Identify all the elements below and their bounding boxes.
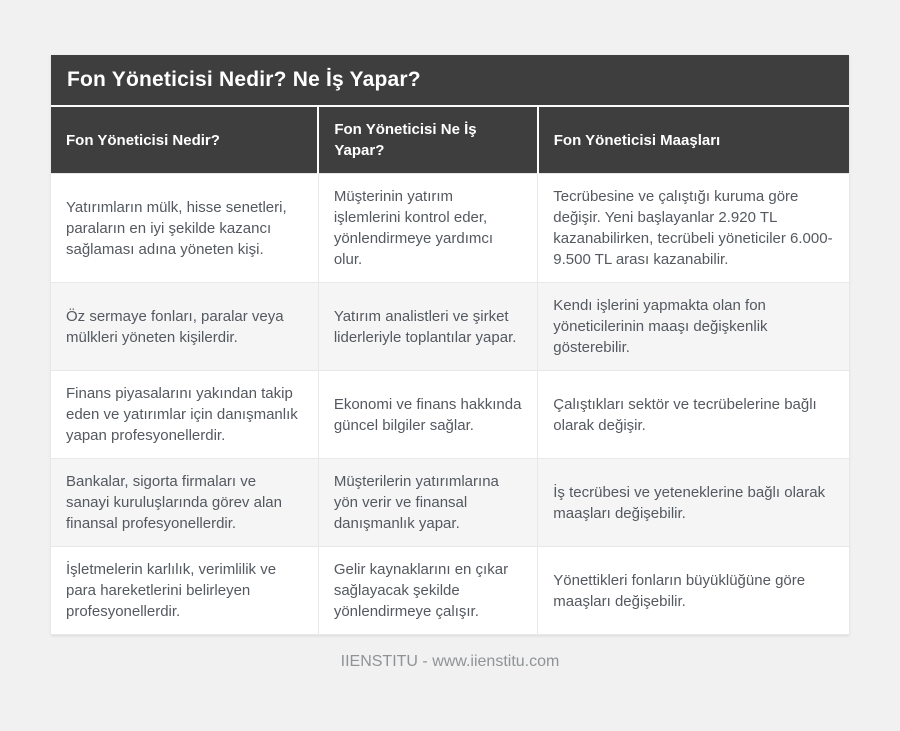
column-header-maaslari: Fon Yöneticisi Maaşları: [538, 107, 849, 174]
table-cell-salary: Tecrübesine ve çalıştığı kuruma göre değişir. Yeni başlayanlar 2.920 TL kazanabilirken, tecrübeli yöneticiler 6.000-9.500 TL arası kazanabilir.: [538, 174, 849, 283]
table-cell-definition: İşletmelerin karlılık, verimlilik ve para hareketlerini belirleyen profesyonellerdir.: [51, 547, 318, 635]
table-cell-definition: Yatırımların mülk, hisse senetleri, paraların en iyi şekilde kazancı sağlaması adına yöneten kişi.: [51, 174, 318, 283]
table-row: [51, 371, 849, 459]
table-row: [51, 547, 849, 635]
fund-manager-table-card: [51, 55, 849, 635]
fund-manager-table: [51, 107, 849, 635]
table-cell-salary: İş tecrübesi ve yeteneklerine bağlı olarak maaşları değişebilir.: [538, 459, 849, 547]
column-header-nedir: Fon Yöneticisi Nedir?: [51, 107, 318, 174]
table-row: [51, 459, 849, 547]
footer-credit: IIENSTITU - www.iienstitu.com: [340, 653, 560, 670]
table-cell-duty: Yatırım analistleri ve şirket liderleriyle toplantılar yapar.: [318, 283, 537, 371]
table-row: [51, 283, 849, 371]
table-cell-definition: Finans piyasalarını yakından takip eden ve yatırımlar için danışmanlık yapan profesyonellerdir.: [51, 371, 318, 459]
table-title-bar: [51, 55, 849, 107]
table-header-row: [51, 107, 849, 174]
page-title: Fon Yöneticisi Nedir? Ne İş Yapar?: [67, 68, 421, 91]
table-cell-salary: Yönettikleri fonların büyüklüğüne göre maaşları değişebilir.: [538, 547, 849, 635]
table-row: [51, 174, 849, 283]
table-cell-definition: Bankalar, sigorta firmaları ve sanayi kuruluşlarında görev alan finansal profesyonellerdir.: [51, 459, 318, 547]
table-cell-salary: Kendı işlerini yapmakta olan fon yöneticilerinin maaşı değişkenlik gösterebilir.: [538, 283, 849, 371]
column-header-ne-is-yapar: Fon Yöneticisi Ne İş Yapar?: [318, 107, 537, 174]
table-cell-salary: Çalıştıkları sektör ve tecrübelerine bağlı olarak değişir.: [538, 371, 849, 459]
table-cell-definition: Öz sermaye fonları, paralar veya mülkleri yöneten kişilerdir.: [51, 283, 318, 371]
table-cell-duty: Gelir kaynaklarını en çıkar sağlayacak şekilde yönlendirmeye çalışır.: [318, 547, 537, 635]
table-cell-duty: Müşterinin yatırım işlemlerini kontrol eder, yönlendirmeye yardımcı olur.: [318, 174, 537, 283]
table-cell-duty: Müşterilerin yatırımlarına yön verir ve finansal danışmanlık yapar.: [318, 459, 537, 547]
table-cell-duty: Ekonomi ve finans hakkında güncel bilgiler sağlar.: [318, 371, 537, 459]
